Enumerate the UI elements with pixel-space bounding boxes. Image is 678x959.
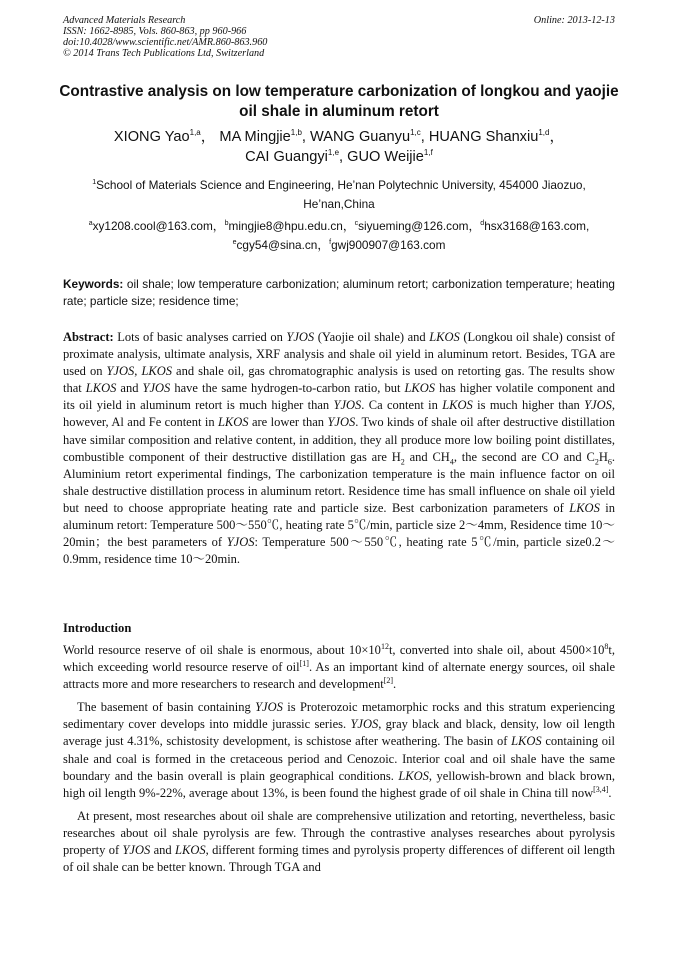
author: MA Mingjie$^{1,b}$, <box>219 128 311 145</box>
introduction-body <box>63 642 615 882</box>
author: GUO Weijie$^{1,f}$ <box>347 148 433 165</box>
abstract: Abstract: Lots of basic analyses carried on YJOS (Yaojie oil shale) and LKOS (Longkou oil shale) consist of proximate analysis, ultimate analysis, XRF analysis and shale oil yield in aluminum retort. Besides, TGA are used on YJOS, LKOS and shale oil, gas chromatographic analysis is used on retorting gas. The results show that LKOS and YJOS have the same hydrogen-to-carbon ratio, but LKOS has higher volatile component and its oil yield in aluminum retort is much higher than YJOS. Ca content in LKOS is much higher than YJOS, however, Al and Fe content in LKOS are lower than YJOS. Two kinds of shale oil after destructive distillation have similar composition and relative content, in addition, they all produce more low boiling point distillates, combustible component of their destructive distillation gas are $H_2$ and $CH_4$, the second are CO and $C_2H_6$. Aluminium retort experimental findings, The carbonization temperature is the main influence factor on oil shale destructive distillation process in aluminum retort. Residence time has small influence on shale oil yield but need to choose appropriate heating rate and particle size. Best carbonization parameters of LKOS in aluminum retort: Temperature 500～550℃, heating rate 5℃/min, particle size 2～4mm, Residence time 10～20min；the best parameters of YJOS: Temperature 500～550℃, heating rate 5℃/min, particle size0.2～0.9mm, residence time 10～20min. <box>63 330 616 567</box>
author: CAI Guangyi$^{1,e}$, <box>245 148 348 165</box>
author: HUANG Shanxiu$^{1,d}$， <box>428 128 565 145</box>
paragraph: World resource reserve of oil shale is enormous, about $10\times 10^{12}t$, converted into shale oil, about $4500\times 10^8t$, which exceeding world resource reserve of oil[1]. As an important kind of alternate energy sources, oil shale attracts more and more researchers to research and development[2]. <box>63 641 615 692</box>
email[interactable]: $^a$xy1208.cool@163.com， <box>88 219 225 233</box>
paragraph: The basement of basin containing YJOS is Proterozoic metamorphic rocks and this stratum experiencing sedimentary cover develops into middle jurassic series. YJOS, gray black and black, density, low oil length average just 4.31%, schistosity development, is schistose after weathering. The basin of LKOS containing oil shale and coal is formed in the cretaceous period and Cenozoic. Interior coal and oil shale have the same boundary and the basin overall is plain geographical conditions. LKOS, yellowish-brown and black brown, high oil length 9%-22%, average about 13%, is been found the highest grade of oil shale in China till now[3,4]. <box>63 700 616 800</box>
issn-line: ISSN: 1662-8985, Vols. 860-863, pp 960-966 <box>63 26 247 37</box>
email-list <box>60 217 618 255</box>
doi-line[interactable]: doi:10.4028/www.scientific.net/AMR.860-863.960 <box>63 37 268 48</box>
email[interactable]: $^d$hsx3168@163.com, <box>480 219 590 233</box>
email[interactable]: $^b$mingjie8@hpu.edu.cn， <box>224 219 355 233</box>
paper-title: Contrastive analysis on low temperature carbonization of longkou and yaojie oil shale in aluminum retort <box>59 83 619 120</box>
section-heading-introduction: Introduction <box>63 621 132 635</box>
email[interactable]: $^e$cgy54@sina.cn， <box>232 238 330 252</box>
citation[interactable]: [3,4] <box>593 784 609 794</box>
citation[interactable]: [1] <box>299 658 309 668</box>
author: XIONG Yao$^{1,a}$， <box>113 128 216 145</box>
keywords-label: Keywords: <box>63 277 124 291</box>
keywords-text: oil shale; low temperature carbonization; aluminum retort; carbonization temperature; heating rate; particle size; residence time; <box>63 277 615 308</box>
email[interactable]: $^f$gwj900907@163.com <box>329 238 446 252</box>
copyright-line: © 2014 Trans Tech Publications Ltd, Switzerland <box>63 48 265 59</box>
affiliation: $^1$School of Materials Science and Engineering, He’nan Polytechnic University, 454000 Jiaozuo, He’nan,China <box>92 178 586 211</box>
abstract-label: Abstract: <box>63 330 114 344</box>
journal-header <box>63 15 615 59</box>
online-date: Online: 2013-12-13 <box>533 15 615 26</box>
author-list <box>50 127 628 167</box>
journal-name: Advanced Materials Research <box>63 15 186 26</box>
author: WANG Guanyu$^{1,c}$, <box>310 128 429 145</box>
keywords <box>63 276 615 310</box>
email[interactable]: $^c$siyueming@126.com， <box>354 219 481 233</box>
paragraph: At present, most researches about oil shale are comprehensive utilization and retorting, nevertheless, basic researches about oil shale pyrolysis are few. Through the contrastive analyses researches about pyrolysis property of YJOS and LKOS, different forming times and pyrolysis property differences of different oil length of oil shale can be better known. Through TGA and <box>63 808 615 875</box>
citation[interactable]: [2] <box>383 676 394 686</box>
